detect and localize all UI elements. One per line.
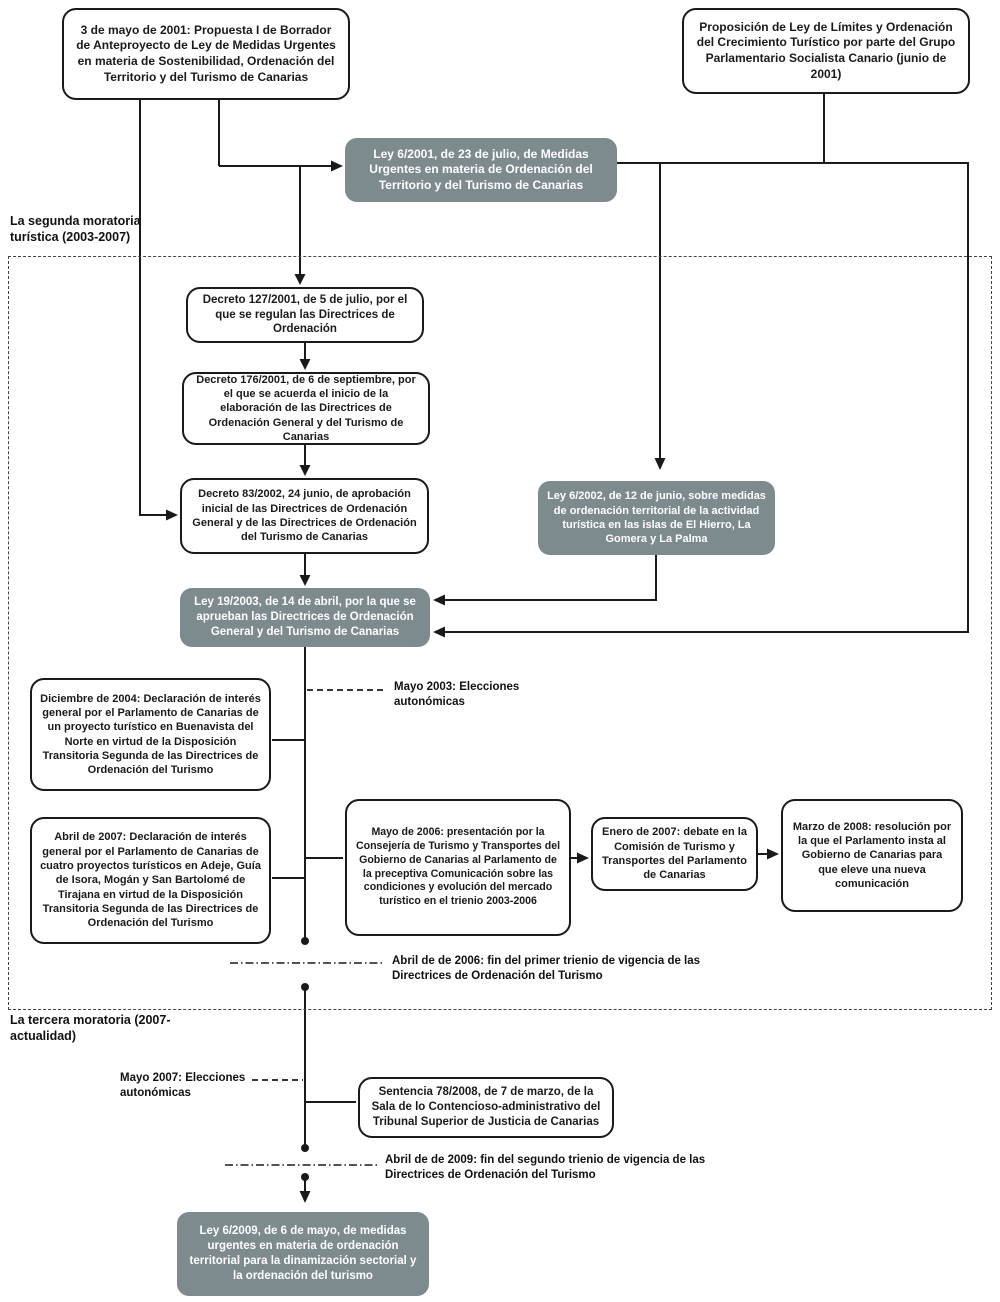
node-ley-6-2001: Ley 6/2001, de 23 de julio, de Medidas Urgentes en materia de Ordenación del Territorio y del Turismo de Canarias <box>345 138 617 202</box>
annotation-abril-2006: Abril de de 2006: fin del primer trienio de vigencia de las Directrices de Ordenación del Turismo <box>392 955 701 982</box>
node-marzo-2008: Marzo de 2008: resolución por la que el Parlamento insta al Gobierno de Canarias para que eleve una nueva comunicación <box>781 799 963 912</box>
annotation-mayo-2007: Mayo 2007: Elecciones autonómicas <box>120 1072 246 1099</box>
node-enero-2007: Enero de 2007: debate en la Comisión de Turismo y Transportes del Parlamento de Canarias <box>591 817 758 891</box>
arrowhead-into-ley6-2001 <box>331 161 343 172</box>
section-label-tercera-moratoria: La tercera moratoria (2007-actualidad) <box>10 1013 171 1044</box>
node-decreto-127-2001: Decreto 127/2001, de 5 de julio, por el que se regulan las Directrices de Ordenación <box>186 287 424 343</box>
spine-dot-4 <box>301 1173 309 1181</box>
arrowhead-into-ley6-2009 <box>300 1191 311 1203</box>
node-ley-6-2002: Ley 6/2002, de 12 de junio, sobre medidas de ordenación territorial de la actividad turística en las islas de El Hierro, La Gomera y La Palma <box>538 481 775 555</box>
node-proposicion-ley-limites: Proposición de Ley de Límites y Ordenación del Crecimiento Turístico por parte del Grupo Parlamentario Socialista Canario (junio de 2001) <box>682 8 970 94</box>
node-propuesta-2001: 3 de mayo de 2001: Propuesta I de Borrador de Anteproyecto de Ley de Medidas Urgentes en materia de Sostenibilidad, Ordenación del Territorio y del Turismo de Canarias <box>62 8 350 100</box>
node-decreto-176-2001: Decreto 176/2001, de 6 de septiembre, por el que se acuerda el inicio de la elaboración de las Directrices de Ordenación General y del Turismo de Canarias <box>182 372 430 445</box>
node-mayo-2006: Mayo de 2006: presentación por la Consejería de Turismo y Transportes del Gobierno de Canarias al Parlamento de la preceptiva Comunicación sobre las condiciones y evolución del mercado turístico en el trienio 2003-2006 <box>345 799 571 936</box>
node-ley-6-2009: Ley 6/2009, de 6 de mayo, de medidas urgentes en materia de ordenación territorial para la dinamización sectorial y la ordenación del turismo <box>177 1212 429 1296</box>
annotation-mayo-2003: Mayo 2003: Elecciones autonómicas <box>394 681 520 708</box>
node-ley-19-2003: Ley 19/2003, de 14 de abril, por la que se aprueban las Directrices de Ordenación General y del Turismo de Canarias <box>180 588 430 647</box>
node-sentencia-78-2008: Sentencia 78/2008, de 7 de marzo, de la Sala de lo Contencioso-administrativo del Tribunal Superior de Justicia de Canarias <box>358 1077 614 1138</box>
node-diciembre-2004: Diciembre de 2004: Declaración de interés general por el Parlamento de Canarias de un proyecto turístico en Buenavista del Norte en virtud de la Disposición Transitoria Segunda de las Directrices de Ordenación del Turismo <box>30 678 271 791</box>
node-abril-2007: Abril de 2007: Declaración de interés general por el Parlamento de Canarias de cuatro proyectos turísticos en Adeje, Guía de Isora, Mogán y San Bartolomé de Tirajana en virtud de la Disposición Transitoria Segunda de las Directrices de Ordenación del Turismo <box>30 817 271 944</box>
section-label-segunda-moratoria: La segunda moratoria turística (2003-2007) <box>10 214 141 245</box>
node-decreto-83-2002: Decreto 83/2002, 24 junio, de aprobación inicial de las Directrices de Ordenación General y de las Directrices de Ordenación del Turismo de Canarias <box>180 478 429 554</box>
spine-dot-3 <box>301 1144 309 1152</box>
annotation-abril-2009: Abril de de 2009: fin del segundo trienio de vigencia de las Directrices de Ordenación del Turismo <box>385 1154 706 1181</box>
